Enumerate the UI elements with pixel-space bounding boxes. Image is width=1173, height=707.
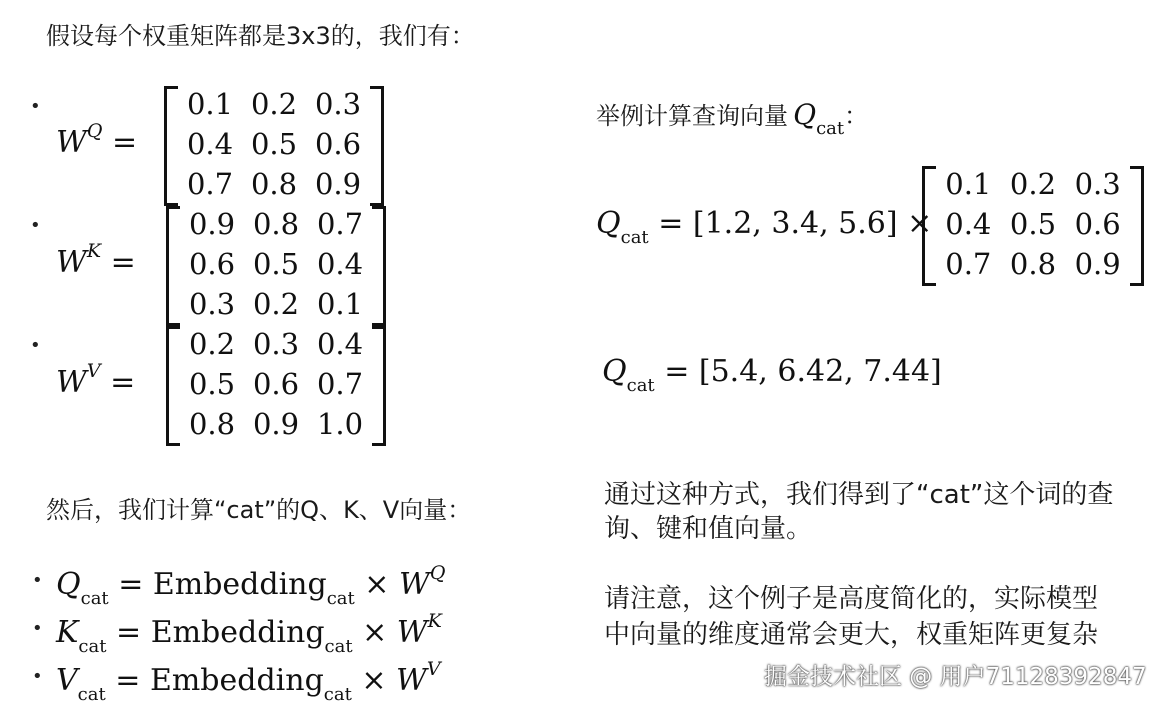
matrix-cells xyxy=(180,204,372,324)
matrix-cell: 0.6 xyxy=(314,127,362,161)
bullet: • xyxy=(30,215,41,236)
matrix-cell: 0.5 xyxy=(1009,207,1057,241)
matrix-cell: 0.3 xyxy=(252,327,300,361)
formula-q: $Q_{cat}$ = Embedding$_{cat}$ × $W^Q$ xyxy=(56,562,446,609)
matrix-cell: 0.5 xyxy=(252,247,300,281)
note-line-2: 中向量的维度通常会更大，权重矩阵更复杂 xyxy=(604,620,1099,650)
calc-matrix xyxy=(922,166,1144,286)
wv-label: $W^V$ = xyxy=(56,360,136,400)
watermark: 掘金技术社区 @ 用户71128392847 xyxy=(764,664,1147,690)
matrix-cell: 0.8 xyxy=(1009,247,1057,281)
matrix-cell: 0.9 xyxy=(1074,247,1121,281)
wq-matrix xyxy=(164,86,384,206)
matrix-cell: 0.8 xyxy=(188,407,236,441)
matrix-cell: 0.7 xyxy=(945,247,992,281)
formula-v: $V_{cat}$ = Embedding$_{cat}$ × $W^V$ xyxy=(56,658,441,705)
matrix-cell: 0.9 xyxy=(314,167,362,201)
matrix-cell: 0.4 xyxy=(186,127,234,161)
matrix-cell: 0.4 xyxy=(945,207,992,241)
calc-expression: $Q_{cat} = [1.2$, 3.4, 5.6] × xyxy=(596,206,933,248)
bullet: • xyxy=(32,666,43,687)
result-expression: $Q_{cat} = [5.4$, 6.42, 7.44] xyxy=(602,354,942,396)
bullet: • xyxy=(30,335,41,356)
matrix-cell: 0.2 xyxy=(1009,167,1057,201)
conclusion-line-1: 通过这种方式，我们得到了“cat”这个词的查 xyxy=(604,480,1114,510)
matrix-cell: 0.9 xyxy=(252,407,300,441)
matrix-cell: 0.5 xyxy=(250,127,298,161)
note-line-1: 请注意，这个例子是高度简化的，实际模型 xyxy=(604,584,1099,614)
wq-label: $W^Q$ = xyxy=(56,120,138,160)
matrix-cell: 0.9 xyxy=(188,207,236,241)
matrix-cell: 0.1 xyxy=(945,167,992,201)
matrix-cell: 0.4 xyxy=(316,327,364,361)
matrix-cell: 0.7 xyxy=(316,367,364,401)
matrix-cell: 0.6 xyxy=(188,247,236,281)
matrix-cell: 0.8 xyxy=(252,207,300,241)
wk-label: $W^K$ = xyxy=(56,240,136,280)
matrix-cell: 0.4 xyxy=(316,247,364,281)
wv-matrix xyxy=(166,326,386,446)
matrix-cell: 0.6 xyxy=(1074,207,1121,241)
wk-matrix xyxy=(166,206,386,326)
matrix-cell: 0.1 xyxy=(186,87,234,121)
bullet: • xyxy=(32,618,43,639)
matrix-cells xyxy=(178,84,370,204)
formula-k: $K_{cat}$ = Embedding$_{cat}$ × $W^K$ xyxy=(56,610,442,657)
matrix-cell: 0.2 xyxy=(250,87,298,121)
matrix-cell: 0.2 xyxy=(188,327,236,361)
matrix-cell: 0.7 xyxy=(186,167,234,201)
bullet: • xyxy=(30,96,41,117)
matrix-cell: 0.3 xyxy=(1074,167,1121,201)
matrix-cell: 0.6 xyxy=(252,367,300,401)
bullet: • xyxy=(32,570,43,591)
matrix-cell: 0.8 xyxy=(250,167,298,201)
matrix-cell: 0.5 xyxy=(188,367,236,401)
matrix-cell: 0.2 xyxy=(252,287,300,321)
matrix-cells xyxy=(936,164,1130,284)
then-text: 然后，我们计算“cat”的Q、K、V向量： xyxy=(46,496,472,524)
matrix-cell: 1.0 xyxy=(316,407,364,441)
matrix-cell: 0.3 xyxy=(188,287,236,321)
conclusion-line-2: 询、键和值向量。 xyxy=(604,514,813,544)
example-heading: 举例计算查询向量 $Q_{cat}$： xyxy=(596,98,869,139)
matrix-cell: 0.7 xyxy=(316,207,364,241)
matrix-cell: 0.3 xyxy=(314,87,362,121)
matrix-cells xyxy=(180,324,372,444)
matrix-cell: 0.1 xyxy=(316,287,364,321)
intro-text: 假设每个权重矩阵都是3x3的，我们有： xyxy=(46,22,475,50)
